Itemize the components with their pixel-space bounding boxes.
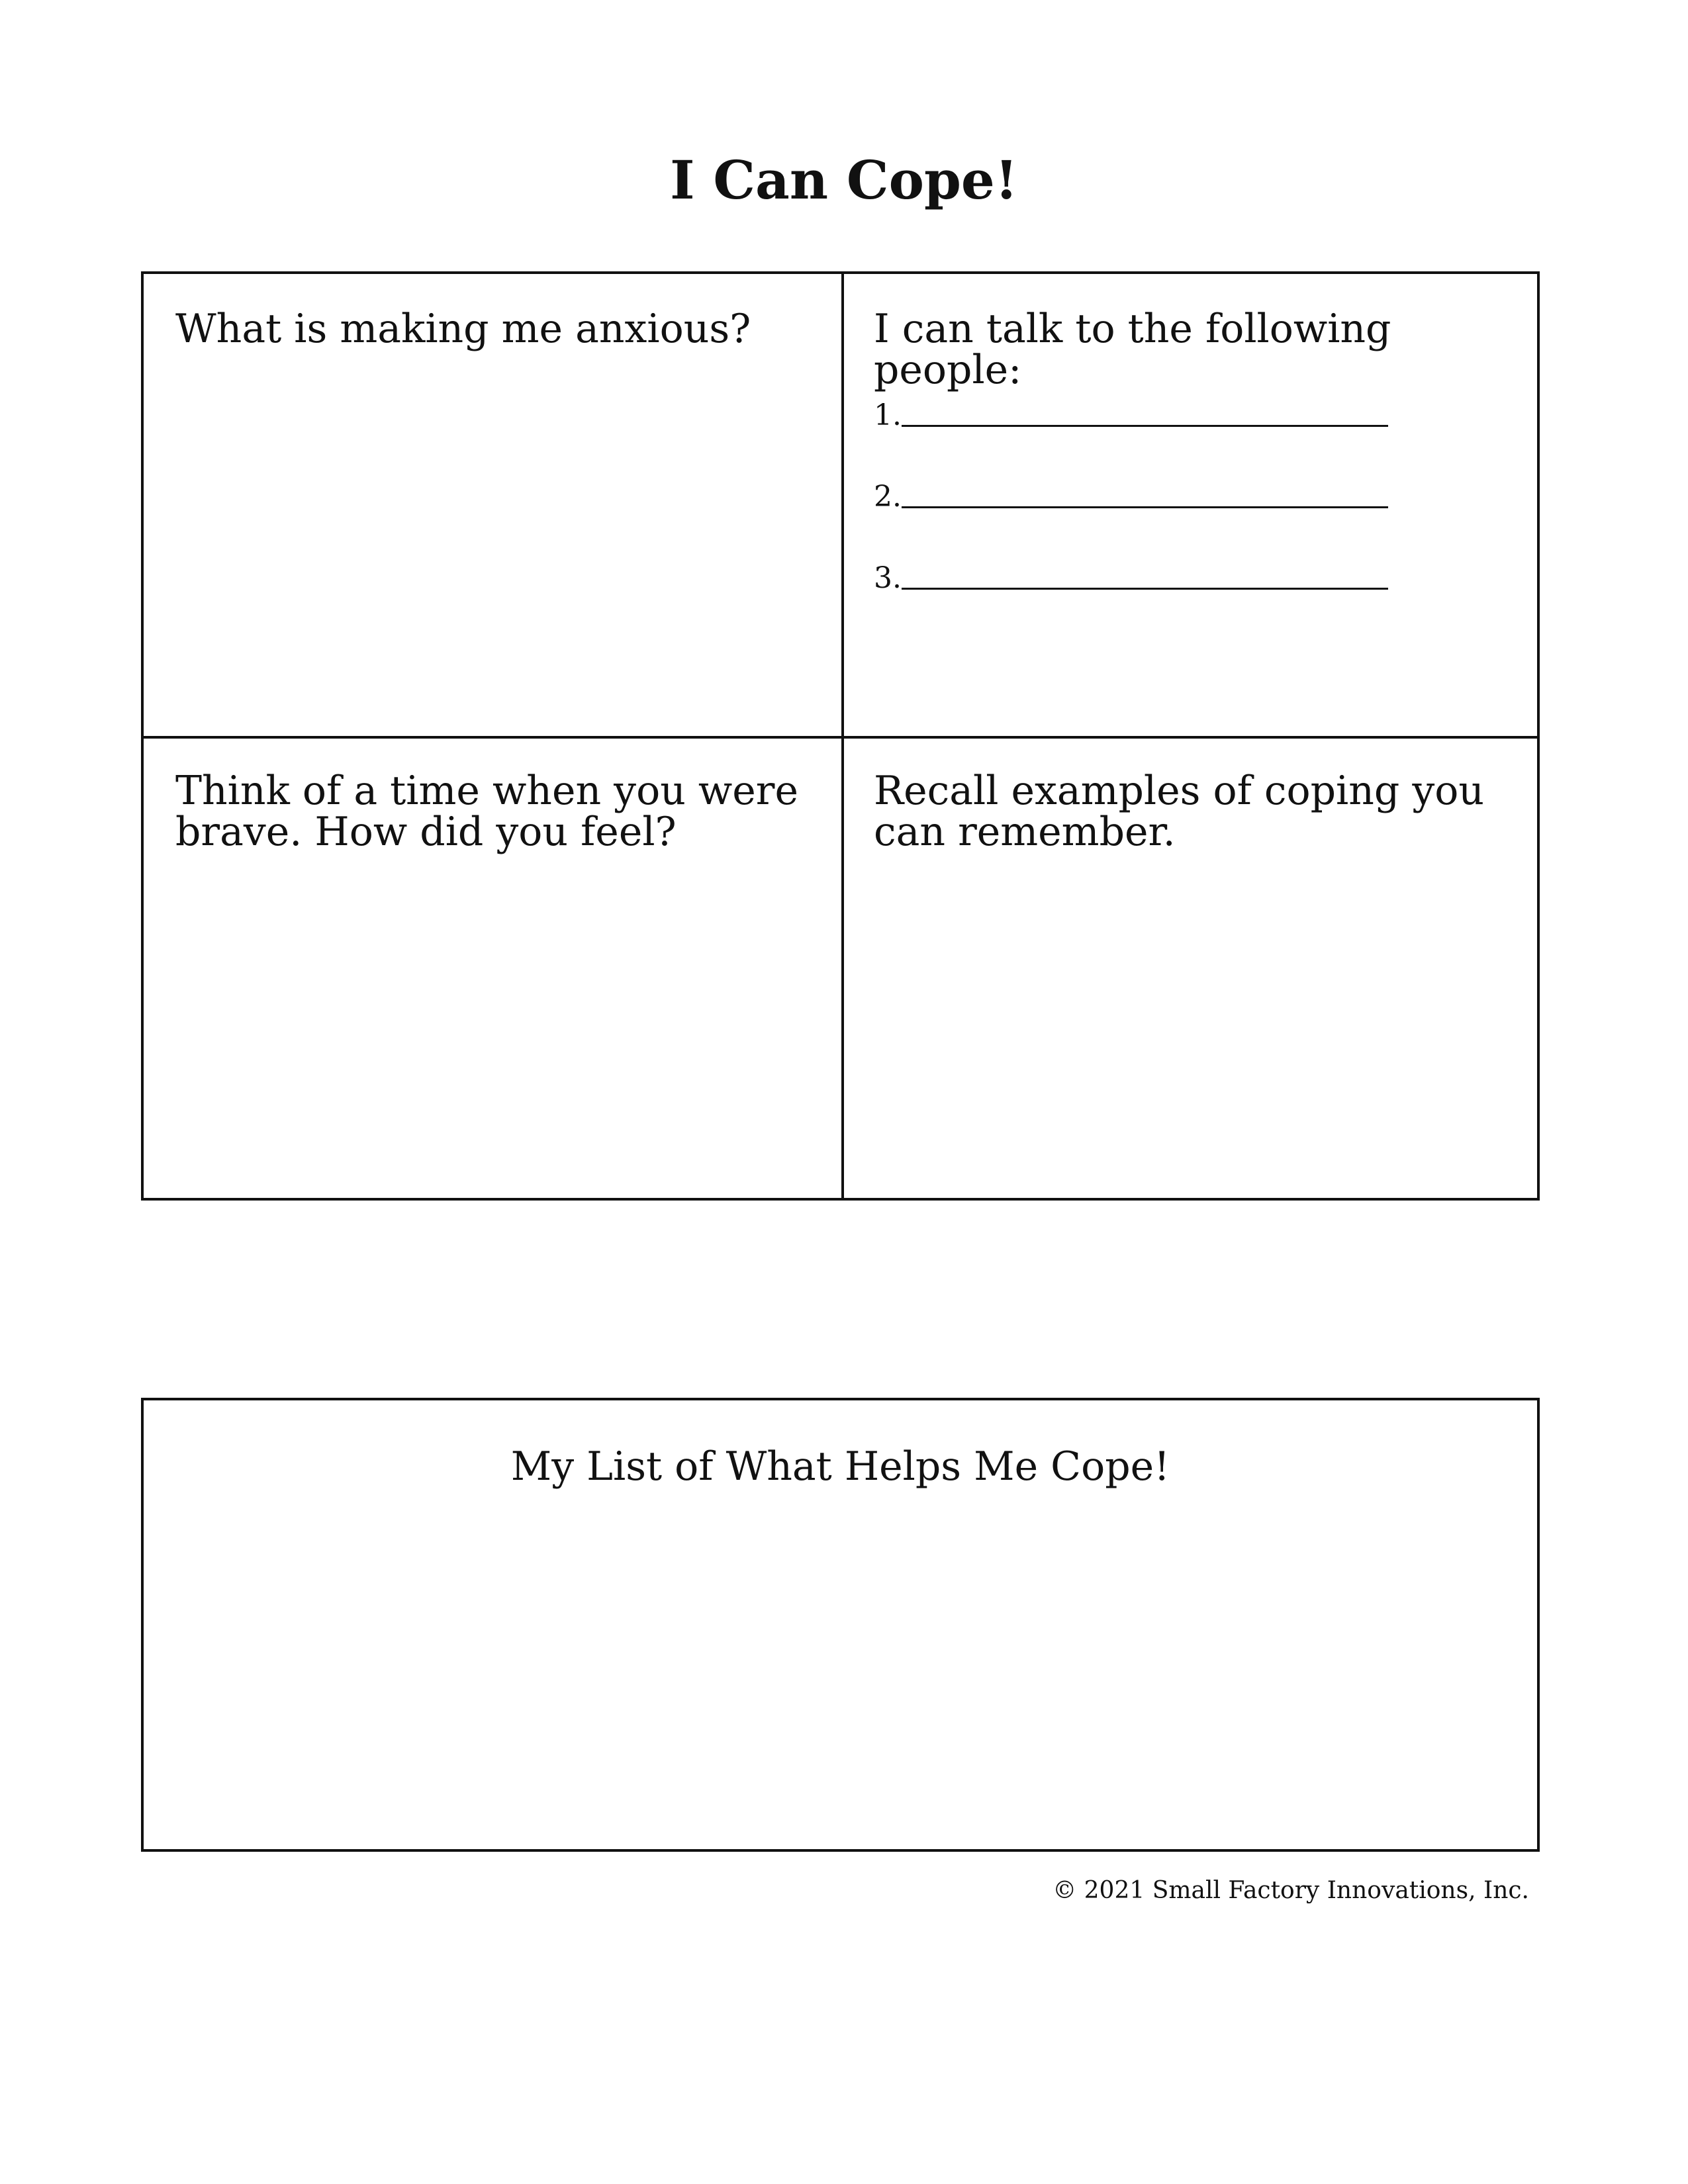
talk-to-people-prompt: I can talk to the following people: — [874, 306, 1391, 393]
coping-list-box — [141, 1398, 1540, 1852]
blank-write-line — [902, 588, 1388, 590]
people-blank-3[interactable] — [874, 558, 1388, 595]
coping-examples-prompt: Recall examples of coping you can remember. — [874, 768, 1485, 855]
anxious-prompt: What is making me anxious? — [175, 306, 751, 352]
people-blank-list — [874, 395, 1388, 639]
blank-number: 1. — [874, 398, 902, 432]
coping-list-heading: My List of What Helps Me Cope! — [510, 1443, 1170, 1490]
people-blank-1[interactable] — [874, 395, 1388, 432]
worksheet-grid — [141, 271, 1540, 1201]
blank-number: 3. — [874, 561, 902, 595]
brave-time-prompt: Think of a time when you were brave. How did you feel? — [175, 768, 798, 855]
blank-write-line — [902, 425, 1388, 427]
copyright-notice: © 2021 Small Factory Innovations, Inc. — [1053, 1877, 1529, 1904]
blank-write-line — [902, 506, 1388, 508]
blank-number: 2. — [874, 480, 902, 514]
page-title: I Can Cope! — [670, 149, 1018, 211]
people-blank-2[interactable] — [874, 477, 1388, 514]
grid-horizontal-divider — [144, 736, 1537, 739]
